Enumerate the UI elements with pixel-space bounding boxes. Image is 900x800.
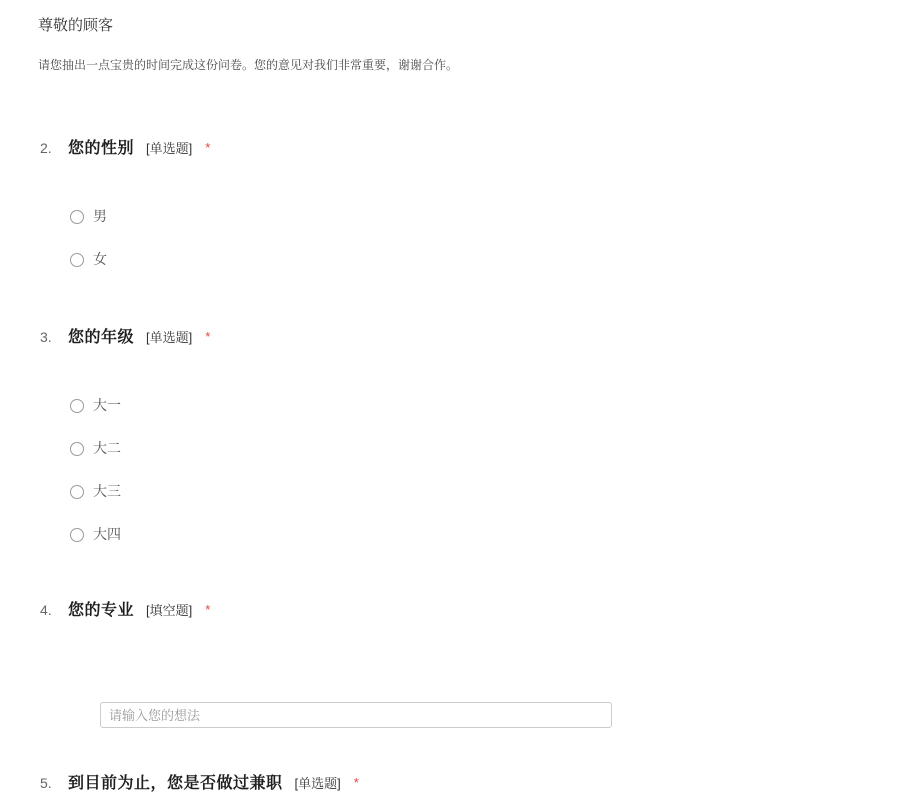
question-type-tag: [单选题] (294, 776, 341, 791)
option-female[interactable] (70, 252, 900, 267)
option-label: 大一 (93, 397, 121, 413)
radio-icon[interactable] (70, 442, 84, 456)
question-number: 3. (40, 329, 52, 345)
required-asterisk: * (205, 329, 211, 344)
radio-icon[interactable] (70, 399, 84, 413)
page-subtitle: 请您抽出一点宝贵的时间完成这份问卷。您的意见对我们非常重要，谢谢合作。 (38, 58, 459, 72)
option-label: 女 (93, 251, 107, 267)
page-title: 尊敬的顾客 (38, 17, 114, 34)
required-asterisk: * (205, 602, 211, 617)
options-list (70, 209, 900, 267)
question-title: 您的性别 (68, 140, 135, 157)
text-answer-wrap (100, 702, 900, 728)
question-type-tag: [单选题] (146, 330, 193, 345)
question-type-tag: [填空题] (146, 603, 193, 618)
question-gender (0, 139, 900, 267)
question-title: 您的专业 (68, 602, 135, 619)
radio-icon[interactable] (70, 528, 84, 542)
question-number: 4. (40, 602, 52, 618)
radio-icon[interactable] (70, 210, 84, 224)
option-freshman[interactable] (70, 398, 900, 413)
question-title: 到目前为止，您是否做过兼职 (68, 775, 283, 792)
major-text-input[interactable] (100, 702, 612, 728)
option-label: 男 (93, 208, 107, 224)
option-label: 大二 (93, 440, 121, 456)
question-major (0, 601, 900, 728)
question-title: 您的年级 (68, 329, 135, 346)
options-list (70, 398, 900, 542)
radio-icon[interactable] (70, 485, 84, 499)
option-label: 大三 (93, 483, 121, 499)
required-asterisk: * (353, 775, 359, 790)
required-asterisk: * (205, 140, 211, 155)
option-label: 大四 (93, 526, 121, 542)
radio-icon[interactable] (70, 253, 84, 267)
option-sophomore[interactable] (70, 441, 900, 456)
question-header (40, 328, 900, 347)
question-number: 5. (40, 775, 52, 791)
question-header (40, 601, 900, 620)
question-number: 2. (40, 140, 52, 156)
option-male[interactable] (70, 209, 900, 224)
question-parttime (0, 774, 900, 793)
option-senior[interactable] (70, 527, 900, 542)
question-header (40, 139, 900, 158)
option-junior[interactable] (70, 484, 900, 499)
question-type-tag: [单选题] (146, 141, 193, 156)
question-header (40, 774, 900, 793)
question-grade (0, 328, 900, 542)
